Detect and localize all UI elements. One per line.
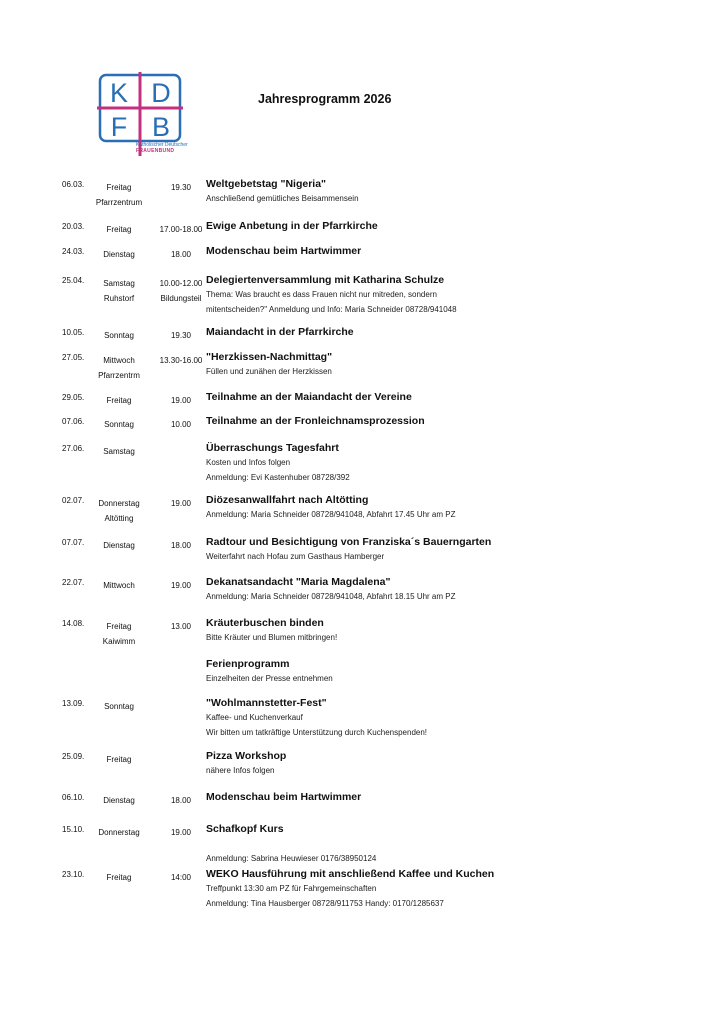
event-date: 25.04. <box>62 276 85 285</box>
event-date: 15.10. <box>62 825 85 834</box>
event-date: 23.10. <box>62 870 85 879</box>
event-time-line: 10.00-12.00 <box>159 279 203 288</box>
event-date: 14.08. <box>62 619 85 628</box>
event-date: 20.03. <box>62 222 85 231</box>
event-time-line: 17.00-18.00 <box>159 225 203 234</box>
event-detail: Anmeldung: Maria Schneider 08728/941048, Abfahrt 17.45 Uhr am PZ <box>206 510 456 519</box>
event-body <box>206 575 706 604</box>
event-body <box>206 177 706 206</box>
page-title: Jahresprogramm 2026 <box>258 92 392 106</box>
event-date: 06.10. <box>62 793 85 802</box>
event-day-line: Freitag <box>106 873 132 882</box>
event-title: Überraschungs Tagesfahrt <box>206 442 339 454</box>
event-time-line: 19.00 <box>170 499 192 508</box>
event-date: 25.09. <box>62 752 85 761</box>
event-title: Modenschau beim Hartwimmer <box>206 791 362 803</box>
event-day-line: Freitag <box>106 396 132 405</box>
event-detail: mitentscheiden?" Anmeldung und Info: Maria Schneider 08728/941048 <box>206 305 457 314</box>
event-body <box>206 535 706 564</box>
event-detail: Anmeldung: Evi Kastenhuber 08728/392 <box>206 473 350 482</box>
event-day-line: Sonntag <box>104 331 134 340</box>
event-detail: Anmeldung: Tina Hausberger 08728/911753 Handy: 0170/1285637 <box>206 899 444 908</box>
event-day-line: Dienstag <box>103 541 135 550</box>
event-title: Modenschau beim Hartwimmer <box>206 245 362 257</box>
event-body <box>206 414 706 428</box>
event-title: Weltgebetstag "Nigeria" <box>206 178 327 190</box>
event-detail: Kaffee- und Kuchenverkauf <box>206 713 303 722</box>
event-body <box>206 493 706 522</box>
event-body <box>206 244 706 258</box>
event-day-line: Ruhstorf <box>103 294 135 303</box>
event-day-line: Samstag <box>103 279 135 288</box>
event-date: 10.05. <box>62 328 85 337</box>
event-body <box>206 325 706 339</box>
event-time-line: 19.30 <box>170 331 192 340</box>
event-title: Pizza Workshop <box>206 750 287 762</box>
event-title: Ewige Anbetung in der Pfarrkirche <box>206 220 378 232</box>
event-detail <box>206 836 706 851</box>
event-title: Schafkopf Kurs <box>206 823 284 835</box>
event-date: 24.03. <box>62 247 85 256</box>
event-body <box>206 790 706 804</box>
event-detail: Kosten und Infos folgen <box>206 458 291 467</box>
event-date: 13.09. <box>62 699 85 708</box>
event-day-line: Freitag <box>106 755 132 764</box>
event-day <box>88 752 150 767</box>
event-detail: Einzelheiten der Presse entnehmen <box>206 674 333 683</box>
event-day-line: Mittwoch <box>103 581 135 590</box>
event-title: "Herzkissen-Nachmittag" <box>206 351 333 363</box>
event-day-line: Kaiwimm <box>102 637 136 646</box>
event-title: Diözesanwallfahrt nach Altötting <box>206 494 369 506</box>
event-body <box>206 696 706 740</box>
logo-letter-f: F <box>110 112 128 142</box>
event-detail: Weiterfahrt nach Hofau zum Gasthaus Hamberger <box>206 552 385 561</box>
event-day-line: Pfarrzentrm <box>98 371 140 380</box>
event-day-line: Sonntag <box>104 420 134 429</box>
event-day-line: Mittwoch <box>103 356 135 365</box>
event-title: Teilnahme an der Fronleichnamsprozession <box>206 415 425 427</box>
event-date: 22.07. <box>62 578 85 587</box>
event-body <box>206 657 706 686</box>
event-time-line: 18.00 <box>170 541 192 550</box>
event-detail: nähere Infos folgen <box>206 766 275 775</box>
event-date: 29.05. <box>62 393 85 402</box>
event-detail: Anmeldung: Maria Schneider 08728/941048, Abfahrt 18.15 Uhr am PZ <box>206 592 456 601</box>
event-body <box>206 616 706 645</box>
event-date: 06.03. <box>62 180 85 189</box>
event-time-line: 19.30 <box>170 183 192 192</box>
event-date: 02.07. <box>62 496 85 505</box>
event-title: "Wohlmannstetter-Fest" <box>206 697 327 709</box>
event-day-line: Dienstag <box>103 250 135 259</box>
event-day <box>88 699 150 714</box>
event-day-line: Dienstag <box>103 796 135 805</box>
event-day-line: Freitag <box>106 183 132 192</box>
event-date: 07.07. <box>62 538 85 547</box>
event-time-line: 13.00 <box>170 622 192 631</box>
event-body <box>206 390 706 404</box>
event-title: Maiandacht in der Pfarrkirche <box>206 326 354 338</box>
event-title: Kräuterbuschen binden <box>206 617 324 629</box>
event-time-line: 14:00 <box>170 873 192 882</box>
event-time-line: 18.00 <box>170 250 192 259</box>
event-detail: Wir bitten um tatkräftige Unterstützung durch Kuchenspenden! <box>206 728 428 737</box>
event-body <box>206 219 706 233</box>
event-time-line: 18.00 <box>170 796 192 805</box>
event-body <box>206 749 706 778</box>
event-day <box>88 444 150 459</box>
event-day-line: Freitag <box>106 225 132 234</box>
event-title: WEKO Hausführung mit anschließend Kaffee und Kuchen <box>206 868 495 880</box>
event-day-line: Samstag <box>103 447 135 456</box>
event-date: 07.06. <box>62 417 85 426</box>
event-day-line: Pfarrzentrum <box>95 198 143 207</box>
event-detail: Bitte Kräuter und Blumen mitbringen! <box>206 633 338 642</box>
logo-caption-line1: Katholischer Deutscher <box>136 142 188 148</box>
event-title: Delegiertenversammlung mit Katharina Schulze <box>206 274 445 286</box>
event-body <box>206 273 706 317</box>
event-title: Ferienprogramm <box>206 658 290 670</box>
event-title: Teilnahme an der Maiandacht der Vereine <box>206 391 412 403</box>
event-time-line: 19.00 <box>170 396 192 405</box>
event-body <box>206 822 706 866</box>
event-time-line: Bildungsteil <box>160 294 202 303</box>
event-detail: Thema: Was braucht es dass Frauen nicht nur mitreden, sondern <box>206 290 437 299</box>
event-day-line: Donnerstag <box>98 828 140 837</box>
event-day-line: Donnerstag <box>98 499 140 508</box>
event-day-line: Freitag <box>106 622 132 631</box>
event-title: Radtour und Besichtigung von Franziska´s Bauerngarten <box>206 536 492 548</box>
event-time-line: 19.00 <box>170 828 192 837</box>
event-detail: Füllen und zunähen der Herzkissen <box>206 367 332 376</box>
event-time-line: 19.00 <box>170 581 192 590</box>
event-body <box>206 441 706 485</box>
logo-letter-k: K <box>109 78 129 108</box>
event-time-line: 13.30-16.00 <box>159 356 203 365</box>
logo-caption-line2: FRAUENBUND <box>136 148 175 154</box>
event-time-line: 10.00 <box>170 420 192 429</box>
event-day-line: Altötting <box>104 514 134 523</box>
logo-letter-b: B <box>151 112 171 142</box>
event-detail: Anschließend gemütliches Beisammensein <box>206 194 359 203</box>
event-date: 27.05. <box>62 353 85 362</box>
event-detail: Anmeldung: Sabrina Heuwieser 0176/38950124 <box>206 854 377 863</box>
logo-letter-d: D <box>151 78 171 108</box>
event-day-line: Sonntag <box>104 702 134 711</box>
event-body <box>206 867 706 911</box>
event-body <box>206 350 706 379</box>
event-detail: Treffpunkt 13:30 am PZ für Fahrgemeinschaften <box>206 884 377 893</box>
event-title: Dekanatsandacht "Maria Magdalena" <box>206 576 391 588</box>
event-date: 27.06. <box>62 444 85 453</box>
